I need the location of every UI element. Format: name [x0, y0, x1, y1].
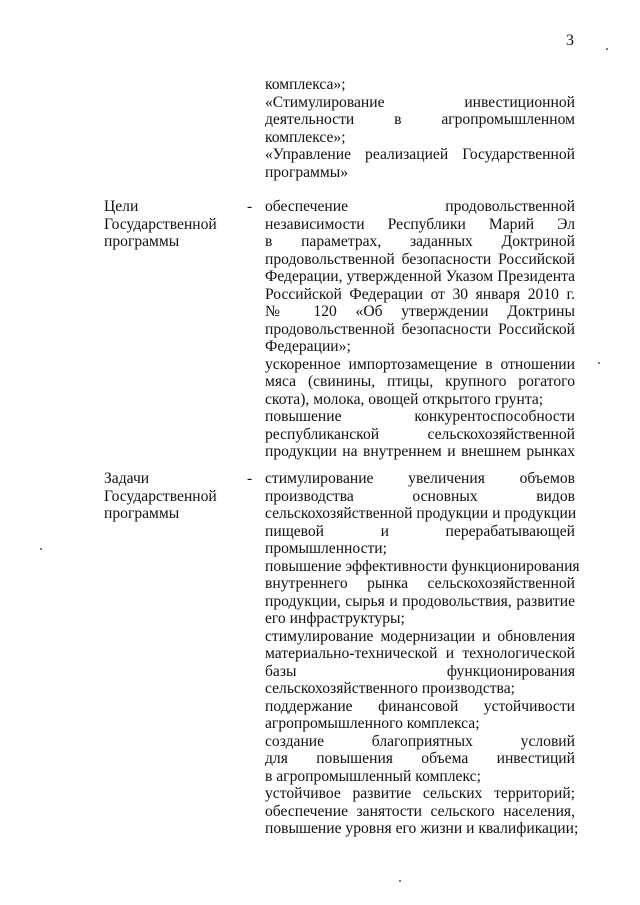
- continuation-block: [265, 76, 575, 181]
- scan-speck: [40, 548, 42, 550]
- text-line: независимости Республики Марий Эл: [265, 215, 575, 233]
- text-line: скота), молока, овощей открытого грунта;: [265, 390, 544, 408]
- goals-dash: -: [247, 198, 253, 215]
- label-line: Цели: [104, 198, 139, 215]
- text-line: базы функционирования: [265, 662, 575, 680]
- text-line: материально-технической и технологической: [265, 645, 575, 662]
- text-line: внутреннего рынка сельскохозяйственной: [265, 575, 575, 592]
- text-line: создание благоприятных условий: [265, 732, 575, 750]
- goals-label: [104, 198, 244, 251]
- text-line: сельскохозяйственной продукции и продукции: [265, 505, 577, 522]
- text-line: продовольственной безопасности Российской: [265, 320, 575, 338]
- text-line: деятельности в агропромышленном: [265, 111, 575, 128]
- page-number: 3: [566, 32, 574, 49]
- label-line: Задачи: [104, 470, 150, 487]
- text-line: пищевой и перерабатывающей: [265, 522, 575, 540]
- scan-speck: [399, 880, 401, 882]
- text-line: комплексе»;: [265, 128, 346, 146]
- text-line: обеспечение занятости сельского населения,: [265, 802, 575, 820]
- label-line: Государственной: [104, 215, 217, 233]
- text-line: «Стимулирование инвестиционной: [265, 93, 575, 111]
- text-line: в агропромышленный комплекс;: [265, 767, 481, 785]
- label-line: программы: [104, 233, 180, 250]
- tasks-dash: -: [247, 470, 253, 487]
- text-line: в параметрах, заданных Доктриной: [265, 233, 575, 250]
- text-line: устойчивое развитие сельских территорий;: [265, 785, 575, 802]
- text-line: повышение эффективности функционирования: [265, 557, 580, 575]
- text-line: стимулирование увеличения объемов: [265, 470, 575, 487]
- text-line: Российской Федерации от 30 января 2010 г.: [265, 285, 575, 303]
- text-line: повышение уровня его жизни и квалификации;: [265, 820, 579, 837]
- text-line: комплекса»;: [265, 76, 346, 93]
- text-line: сельскохозяйственного производства;: [265, 680, 515, 697]
- text-line: обеспечение продовольственной: [265, 198, 575, 215]
- text-line: Федерации»;: [265, 338, 351, 355]
- goals-text: [265, 198, 575, 461]
- text-line: для повышения объема инвестиций: [265, 750, 575, 767]
- text-line: республиканской сельскохозяйственной: [265, 425, 575, 443]
- text-line: программы»: [265, 163, 349, 181]
- scan-speck: [598, 362, 600, 364]
- text-line: повышение конкурентоспособности: [265, 408, 575, 425]
- text-line: мяса (свинины, птицы, крупного рогатого: [265, 373, 575, 390]
- text-line: № 120 «Об утверждении Доктрины: [265, 303, 575, 320]
- text-line: стимулирование модернизации и обновления: [265, 627, 575, 645]
- text-line: производства основных видов: [265, 487, 575, 505]
- text-line: продукции на внутреннем и внешнем рынках: [265, 443, 575, 460]
- scan-speck: [606, 48, 608, 50]
- label-line: Государственной: [104, 487, 217, 505]
- text-line: Федерации, утвержденной Указом Президента: [265, 268, 575, 285]
- label-line: программы: [104, 505, 180, 522]
- tasks-text: [265, 470, 580, 838]
- text-line: его инфраструктуры;: [265, 610, 405, 627]
- text-line: продовольственной безопасности Российской: [265, 250, 575, 268]
- text-line: ускоренное импортозамещение в отношении: [265, 355, 575, 373]
- text-line: агропромышленного комплекса;: [265, 715, 480, 732]
- tasks-label: [104, 470, 244, 523]
- text-line: продукции, сырья и продовольствия, развитие: [265, 592, 575, 610]
- text-line: промышленности;: [265, 540, 387, 557]
- text-line: поддержание финансовой устойчивости: [265, 697, 575, 715]
- text-line: «Управление реализацией Государственной: [265, 146, 575, 163]
